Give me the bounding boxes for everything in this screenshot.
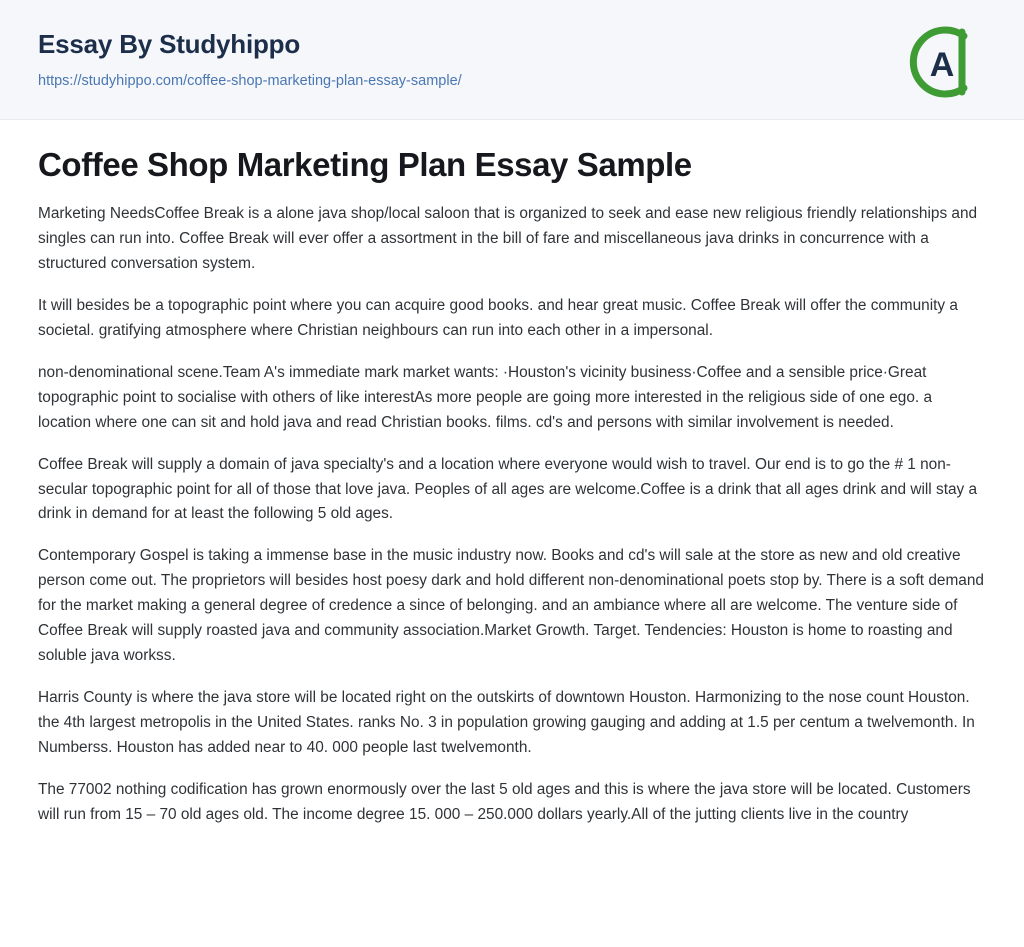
source-url[interactable]: https://studyhippo.com/coffee-shop-marketing-plan-essay-sample/ [38, 72, 462, 89]
page-header [0, 0, 1024, 120]
article-body [0, 120, 1024, 828]
svg-text:A: A [929, 46, 955, 84]
paragraph: Contemporary Gospel is taking a immense base in the music industry now. Books and cd's will sale at the store as new and old creative person come out. The proprietors will besides host poesy dark and hold different non-denominational poets stop by. There is a soft demand for the market making a general degree of credence a since of belonging. and an ambiance where all are welcome. The venture side of Coffee Break will supply roasted java and community association.Market Growth. Target. Tendencies: Houston is home to roasting and soluble java workss. [38, 547, 984, 665]
paragraph: non-denominational scene.Team A's immediate mark market wants: ·Houston's vicinity business·Coffee and a sensible price·Great topographic point to socialise with others of like interestAs more people are going more interested in the religious side of one ego. a location where one can sit and hold java and read Christian books. films. cd's and persons with similar involvement is needed. [38, 363, 933, 431]
site-title: Essay By Studyhippo [38, 29, 301, 59]
paragraph: Coffee Break will supply a domain of java specialty's and a location where everyone would wish to travel. Our end is to go the # 1 non-secular topographic point for all of those that love java. Peoples of all ages are welcome.Coffee is a drink that all ages drink and will stay a drink in demand for at least the following 5 old ages. [38, 455, 978, 523]
paragraph: It will besides be a topographic point where you can acquire good books. and hear great music. Coffee Break will offer the community a societal. gratifying atmosphere where Christian neighbours can run into each other in a impersonal. [38, 296, 958, 339]
paragraph: The 77002 nothing codification has grown enormously over the last 5 old ages and this is where the java store will be located. Customers will run from 15 – 70 old ages old. The income degree 15. 000 – 250.000 dollars yearly.All of the jutting clients live in the country [38, 781, 971, 823]
paragraph: Harris County is where the java store will be located right on the outskirts of downtown Houston. Harmonizing to the nose count Houston. the 4th largest metropolis in the United States. ranks No. 3 in population growing gauging and adding at 1.5 per centum a twelvemonth. In Numberss. Houston has added near to 40. 000 people last twelvemonth. [38, 689, 975, 757]
studyhippo-a-logo-icon [900, 20, 984, 104]
page-title: Coffee Shop Marketing Plan Essay Sample [38, 146, 692, 183]
paragraph: Marketing NeedsCoffee Break is a alone java shop/local saloon that is organized to seek and ease new religious friendly relationships and singles can run into. Coffee Break will ever offer a assortment in the bill of fare and miscellaneous java drinks in concurrence with a structured conversation system. [38, 204, 978, 272]
